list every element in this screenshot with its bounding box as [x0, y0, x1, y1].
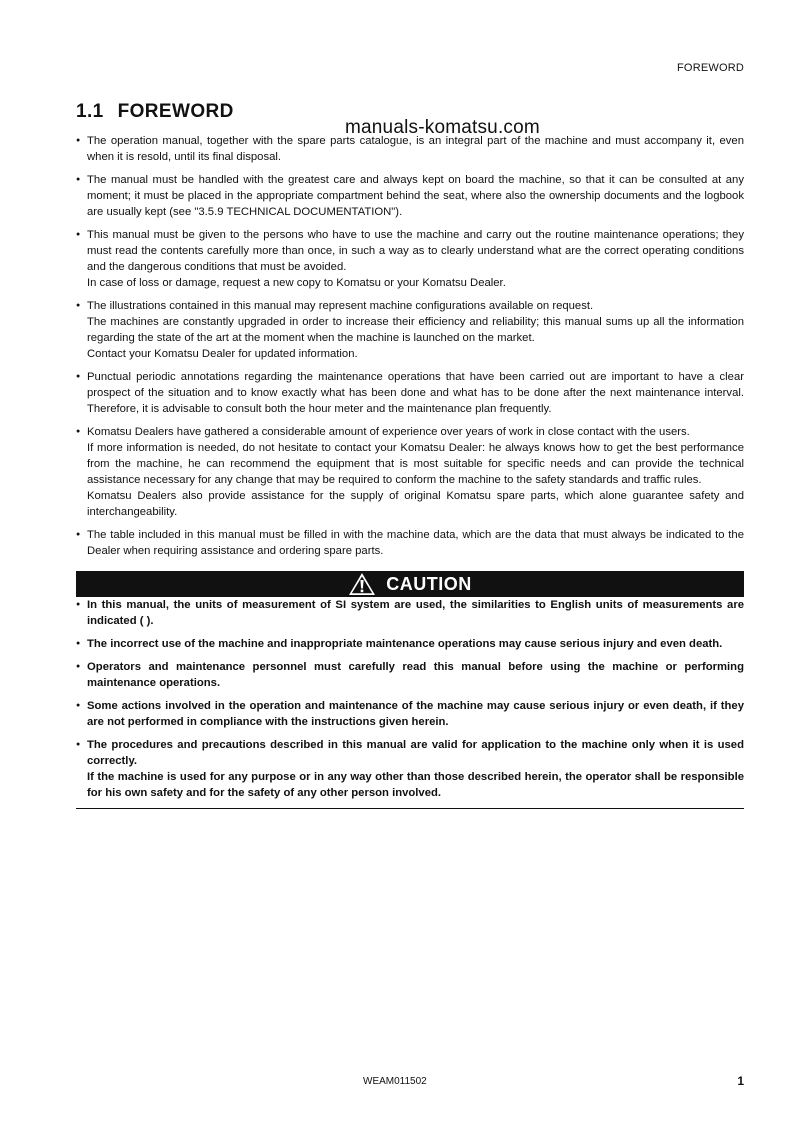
paragraph: If the machine is used for any purpose or in any way other than those described herein, the operator shall be responsible for his own safety and for the safety of any other person involved. [87, 771, 744, 799]
caution-item [76, 597, 744, 629]
list-item [76, 527, 744, 559]
caution-end-rule [76, 808, 744, 809]
paragraph: ● The illustrations contained in this manual may represent machine configurations available on request. [87, 300, 594, 312]
caution-item [76, 659, 744, 691]
running-head: FOREWORD [677, 62, 744, 74]
foreword-list [76, 133, 744, 559]
caution-list [76, 597, 744, 801]
list-item [76, 133, 744, 165]
section-title [76, 101, 234, 123]
section-number: 1.1 [76, 101, 104, 122]
paragraph: The machines are constantly upgraded in order to increase their efficiency and reliability; this manual sums up all the information regarding the state of the art at the moment when the machine is launched on the market. [87, 316, 744, 344]
paragraph: ● This manual must be given to the persons who have to use the machine and carry out the routine maintenance operations; they must read the contents carefully more than once, in such a way as to clearly understand what are the correct operating conditions and the dangerous conditions that must be avoided. [87, 229, 744, 273]
paragraph: Komatsu Dealers also provide assistance for the supply of original Komatsu spare parts, which alone guarantee safety and interchangeability. [87, 490, 744, 518]
list-item [76, 298, 744, 362]
paragraph: ● The manual must be handled with the greatest care and always kept on board the machine, so that it can be consulted at any moment; it must be placed in the appropriate compartment behind the seat, where also the ownership documents and the logbook are usually kept (see "3.5.9 TECHNICAL DOCUMENTATION"). [87, 174, 744, 218]
paragraph: ● In this manual, the units of measurement of SI system are used, the similarities to English units of measurements are indicated ( ). [87, 599, 744, 627]
caution-item [76, 636, 744, 652]
paragraph: ● The incorrect use of the machine and inappropriate maintenance operations may cause serious injury and even death. [87, 638, 723, 650]
paragraph: ● Operators and maintenance personnel must carefully read this manual before using the machine or performing maintenance operations. [87, 661, 744, 689]
list-item [76, 227, 744, 291]
section-title-text: FOREWORD [117, 101, 234, 122]
paragraph: If more information is needed, do not hesitate to contact your Komatsu Dealer: he always knows how to get the best performance from the machine, he can recommend the equipment that is most suitable for specific needs and can provide the technical assistance necessary for any change that may be required to conform the machine to the safety standards and traffic rules. [87, 442, 744, 486]
content [76, 133, 744, 809]
list-item [76, 424, 744, 520]
paragraph: ● The table included in this manual must be filled in with the machine data, which are the data that must always be indicated to the Dealer when requiring assistance and ordering spare parts. [87, 529, 744, 557]
caution-label: CAUTION [386, 573, 472, 594]
paragraph: ● The procedures and precautions described in this manual are valid for application to the machine only when it is used correctly. [87, 739, 744, 767]
caution-banner [76, 571, 744, 597]
list-item [76, 172, 744, 220]
paragraph: ● The operation manual, together with the spare parts catalogue, is an integral part of the machine and must accompany it, even when it is resold, until its final disposal. [87, 135, 744, 163]
watermark: manuals-komatsu.com [345, 117, 540, 138]
document-code: WEAM011502 [363, 1076, 427, 1087]
caution-item [76, 698, 744, 730]
warning-triangle-icon [348, 572, 376, 596]
paragraph: In case of loss or damage, request a new copy to Komatsu or your Komatsu Dealer. [87, 277, 506, 289]
page-number: 1 [737, 1074, 744, 1088]
paragraph: ● Punctual periodic annotations regarding the maintenance operations that have been carried out are important to have a clear prospect of the situation and to know exactly what has been done and what has to be done after the next maintenance interval. Therefore, it is advisable to consult both the hour meter and the maintenance plan frequently. [87, 371, 744, 415]
paragraph: ● Komatsu Dealers have gathered a considerable amount of experience over years of work in close contact with the users. [87, 426, 690, 438]
paragraph: Contact your Komatsu Dealer for updated information. [87, 348, 358, 360]
list-item [76, 369, 744, 417]
caution-item [76, 737, 744, 801]
paragraph: ● Some actions involved in the operation and maintenance of the machine may cause serious injury or even death, if they are not performed in compliance with the instructions given herein. [87, 700, 744, 728]
